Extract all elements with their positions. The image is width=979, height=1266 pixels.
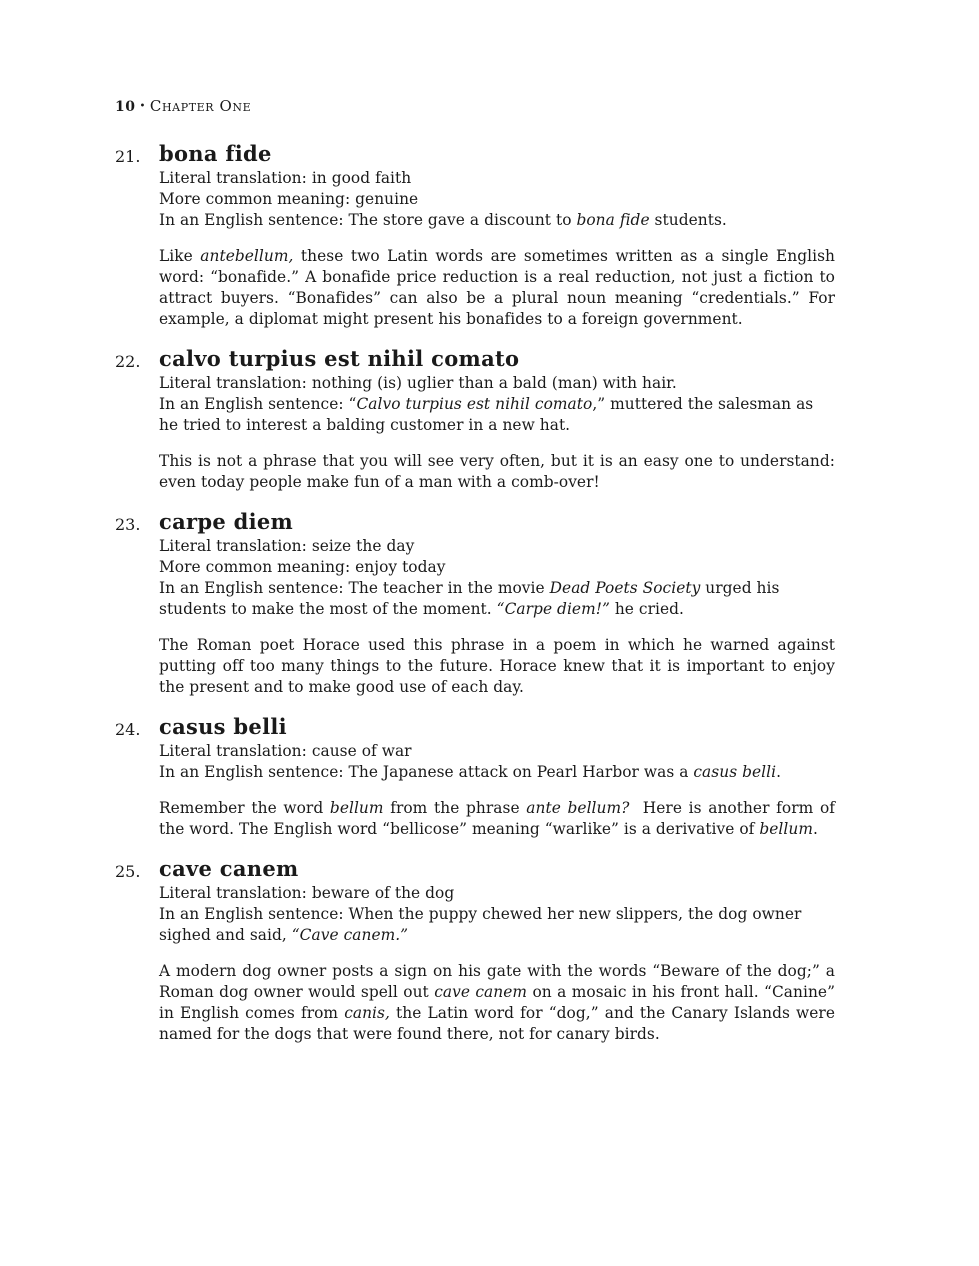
common-meaning: More common meaning: enjoy today (159, 558, 446, 576)
entry-number: 25. (115, 862, 141, 881)
literal-translation: Literal translation: beware of the dog (159, 884, 455, 902)
entry-term: casus belli (159, 714, 287, 739)
explanation-paragraph: This is not a phrase that you will see very often, but it is an easy one to understand: even today people make fun of a man with a comb-over! (159, 452, 835, 491)
explanation-paragraph: Like antebellum, these two Latin words are sometimes written as a single English word: “bonafide.” A bonafide price reduction is a real reduction, not just a fiction to attract buyers. “Bonafides” can also be a plural noun meaning “credentials.” For example, a diplomat might present his bonafides to a foreign government. (159, 247, 835, 328)
explanation-paragraph: A modern dog owner posts a sign on his gate with the words “Beware of the dog;” a Roman dog owner would spell out cave canem on a mosaic in his front hall. “Canine” in English comes from canis, the Latin word for “dog,” and the Canary Islands were named for the dogs that were found there, not for canary birds. (159, 962, 835, 1043)
example-sentence: In an English sentence: The Japanese attack on Pearl Harbor was a casus belli. (159, 763, 782, 781)
entry-term: carpe diem (159, 509, 294, 534)
entry-number: 23. (115, 515, 141, 534)
example-sentence: In an English sentence: When the puppy chewed her new slippers, the dog owner sighed and said, “Cave canem.” (159, 905, 802, 944)
example-sentence: In an English sentence: “Calvo turpius est nihil comato,” muttered the salesman as he tried to interest a balding customer in a new hat. (159, 395, 814, 434)
common-meaning: More common meaning: genuine (159, 190, 419, 208)
literal-translation: Literal translation: in good faith (159, 169, 412, 187)
entry-body (159, 168, 835, 330)
literal-translation: Literal translation: seize the day (159, 537, 415, 555)
literal-translation: Literal translation: nothing (is) uglier than a bald (man) with hair. (159, 374, 677, 392)
entry-term: calvo turpius est nihil comato (159, 346, 520, 371)
entry-term: cave canem (159, 856, 299, 881)
explanation-paragraph: The Roman poet Horace used this phrase in a poem in which he warned against putting off too many things to the future. Horace knew that it is important to enjoy the present and to make good use of each day. (159, 636, 835, 696)
entry-body (159, 741, 840, 840)
running-head (115, 97, 251, 115)
entry-number: 22. (115, 352, 141, 371)
literal-translation: Literal translation: cause of war (159, 742, 412, 760)
entry-number: 24. (115, 720, 141, 739)
header-separator: • (139, 101, 146, 112)
entry-body (159, 536, 835, 698)
entry-body (159, 373, 835, 493)
explanation-paragraph: Remember the word bellum from the phrase ante bellum? Here is another form of the word. The English word “bellicose” meaning “warlike” is a derivative of bellum. (159, 799, 840, 838)
chapter-title: Chapter One (149, 97, 252, 115)
entry-body (159, 883, 835, 1045)
entry-term: bona fide (159, 141, 272, 166)
example-sentence: In an English sentence: The teacher in the movie Dead Poets Society urged his students to make the most of the moment. “Carpe diem!” he cried. (159, 579, 780, 618)
example-sentence: In an English sentence: The store gave a discount to bona fide students. (159, 211, 727, 229)
entry-number: 21. (115, 147, 141, 166)
page-number: 10 (115, 99, 136, 115)
